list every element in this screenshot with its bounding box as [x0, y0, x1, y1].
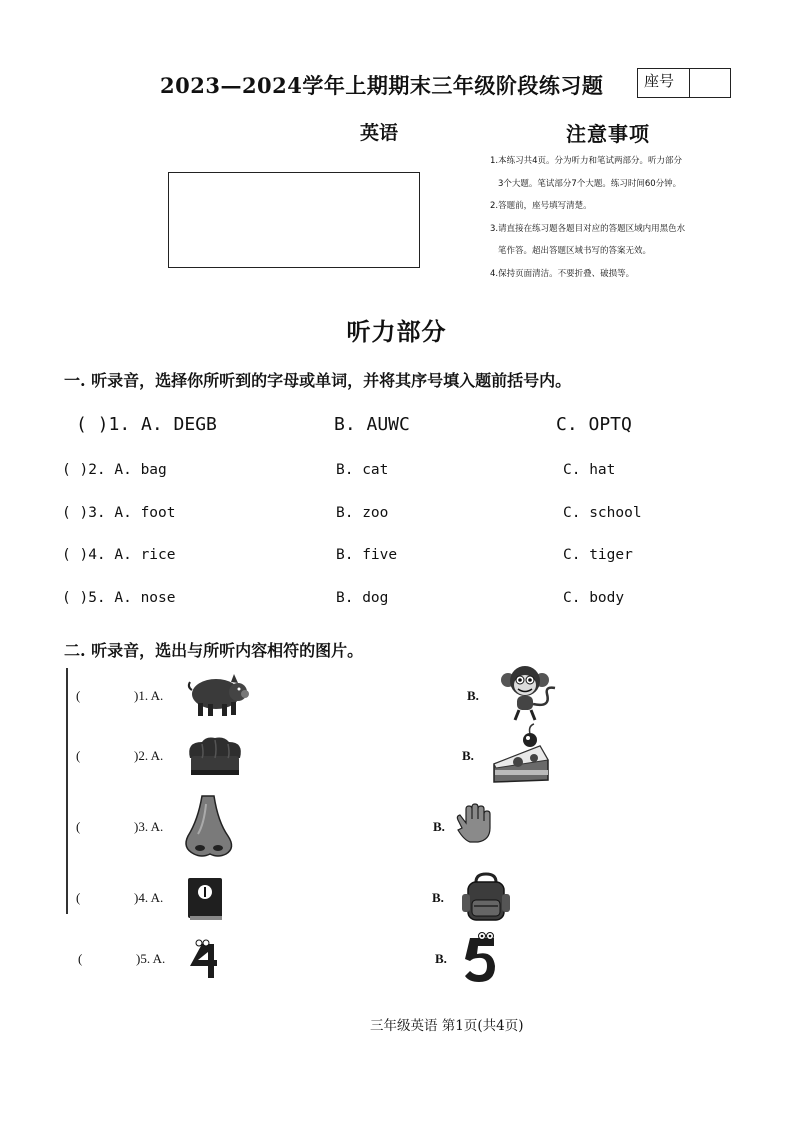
answer-paren[interactable]: ( — [76, 819, 81, 834]
margin-line — [66, 668, 68, 914]
book-icon[interactable] — [186, 876, 226, 922]
note-line: 2.答题前，座号填写清楚。 — [490, 201, 592, 211]
page-footer: 三年级英语 第1页(共4页) — [370, 1018, 524, 1034]
notes-list — [490, 150, 750, 285]
notes-title: 注意事项 — [566, 122, 650, 146]
number-five-icon[interactable] — [464, 930, 498, 984]
exam-title: 2023—2024学年上期期末三年级阶段练习题 — [160, 73, 604, 98]
question-row — [62, 462, 762, 484]
subject-label: 英语 — [360, 122, 399, 144]
question-number: )1. A. — [134, 688, 164, 703]
part2-instruction: 二. 听录音，选出与所听内容相符的图片。 — [64, 641, 364, 660]
schoolbag-icon[interactable] — [460, 874, 510, 922]
number-four-icon[interactable] — [186, 938, 218, 980]
answer-paren[interactable]: ( — [76, 890, 81, 905]
question-row — [76, 414, 776, 440]
question-number: )3. A. — [134, 819, 164, 834]
option-b-label: B. — [462, 748, 474, 763]
section-title: 听力部分 — [346, 317, 447, 346]
pig-icon[interactable] — [186, 672, 250, 718]
seat-number-box — [637, 68, 731, 98]
option-b-label: B. — [432, 890, 444, 905]
question-row — [62, 590, 762, 612]
question-option-b: B. AUWC — [334, 414, 410, 435]
answer-paren[interactable]: ( — [76, 748, 81, 763]
note-line: 1.本练习共4页。分为听力和笔试两部分。听力部分 — [490, 156, 683, 166]
note-line: 3.请直接在练习题各题目对应的答题区域内用黑色水 — [490, 223, 686, 234]
note-line: 笔作答。超出答题区域书写的答案无效。 — [498, 246, 652, 256]
part1-instruction: 一. 听录音，选择你所听到的字母或单词，并将其序号填入题前括号内。 — [64, 371, 572, 390]
question-option-a: ( )2. A. bag — [62, 462, 167, 478]
question-number: )4. A. — [134, 890, 164, 905]
nose-icon[interactable] — [184, 794, 234, 858]
question-row — [62, 547, 762, 569]
picture-question — [76, 748, 163, 764]
monkey-icon[interactable] — [498, 664, 562, 722]
question-option-a: ( )4. A. rice — [62, 547, 176, 563]
question-option-c: C. OPTQ — [556, 414, 632, 435]
bread-icon[interactable] — [186, 736, 244, 778]
answer-paren[interactable]: ( — [78, 951, 83, 966]
option-b-label: B. — [467, 688, 479, 703]
picture-question — [76, 688, 163, 704]
picture-question — [76, 819, 163, 835]
question-option-b: B. five — [336, 547, 398, 563]
question-option-c: C. body — [563, 590, 625, 606]
picture-question — [76, 890, 163, 906]
question-option-b: B. zoo — [336, 505, 389, 521]
picture-question — [78, 951, 165, 967]
question-option-c: C. hat — [563, 462, 616, 478]
question-option-c: C. school — [563, 505, 642, 521]
question-option-a: ( )1. A. DEGB — [76, 414, 217, 435]
question-row — [62, 505, 762, 527]
seat-number-field[interactable] — [690, 69, 730, 97]
option-b-label: B. — [435, 951, 447, 966]
question-number: )5. A. — [136, 951, 166, 966]
seat-label: 座号 — [638, 69, 690, 97]
answer-paren[interactable]: ( — [76, 688, 81, 703]
note-line: 3个大题。笔试部分7个大题。练习时间60分钟。 — [498, 178, 682, 189]
question-option-a: ( )3. A. foot — [62, 505, 176, 521]
question-option-b: B. cat — [336, 462, 389, 478]
question-number: )2. A. — [134, 748, 164, 763]
option-b-label: B. — [433, 819, 445, 834]
question-option-c: C. tiger — [563, 547, 633, 563]
student-info-box[interactable] — [168, 172, 420, 268]
question-option-b: B. dog — [336, 590, 389, 606]
question-option-a: ( )5. A. nose — [62, 590, 176, 606]
note-line: 4.保持页面清洁。不要折叠、破损等。 — [490, 268, 635, 279]
hand-icon[interactable] — [456, 806, 490, 846]
cake-icon[interactable] — [490, 724, 552, 786]
